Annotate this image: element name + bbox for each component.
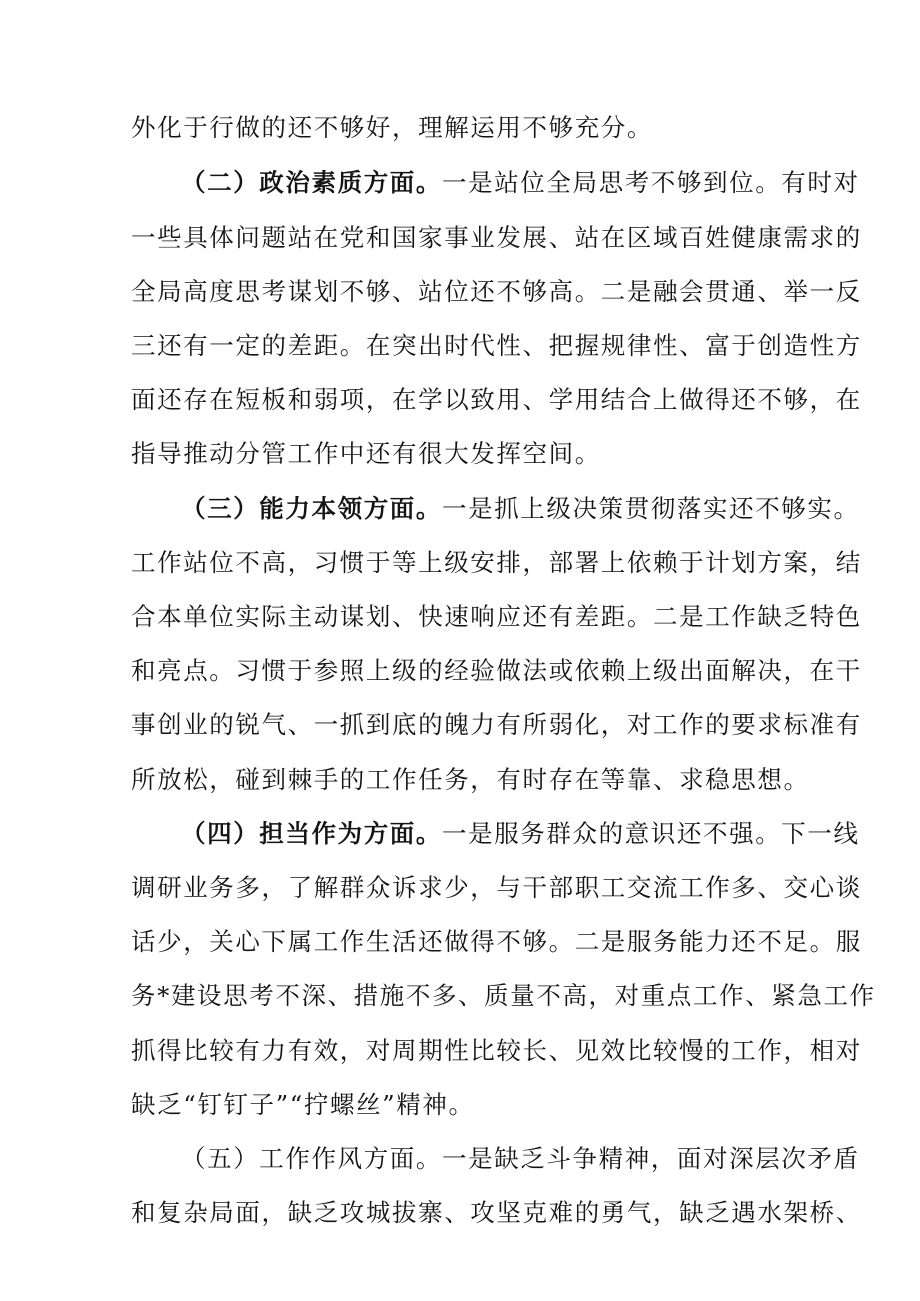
section-3-line: 和亮点。习惯于参照上级的经验做法或依赖上级出面解决，在干 [131, 656, 862, 685]
section-2-line: 指导推动分管工作中还有很大发挥空间。 [131, 439, 601, 468]
section-3-line: 事创业的锐气、一抓到底的魄力有所弱化，对工作的要求标准有 [131, 710, 862, 739]
section-3-line: 工作站位不高，习惯于等上级安排，部署上依赖于计划方案，结 [131, 548, 862, 577]
section-5-line: 和复杂局面，缺乏攻城拔寨、攻坚克难的勇气，缺乏遇水架桥、 [131, 1198, 862, 1227]
section-2-first-line-text: 一是站位全局思考不够到位。有时对 [442, 168, 860, 197]
section-5-first-line-text: 一是缺乏斗争精神，面对深层次矛盾 [442, 1144, 860, 1173]
section-3-line: 合本单位实际主动谋划、快速响应还有差距。二是工作缺乏特色 [131, 602, 862, 631]
section-3-line: 所放松，碰到棘手的工作任务，有时存在等靠、求稳思想。 [131, 765, 810, 794]
section-4-heading: （四）担当作为方面。 [181, 819, 442, 848]
section-4-first-line [181, 819, 860, 849]
section-5-heading: （五）工作作风方面。 [181, 1144, 442, 1173]
section-4-first-line-text: 一是服务群众的意识还不强。下一线 [442, 819, 860, 848]
section-2-heading: （二）政治素质方面。 [181, 168, 442, 197]
section-4-line: 调研业务多，了解群众诉求少，与干部职工交流工作多、交心谈 [131, 873, 862, 902]
section-2-line: 全局高度思考谋划不够、站位还不够高。二是融会贯通、举一反 [131, 277, 862, 306]
section-4-line: 抓得比较有力有效，对周期性比较长、见效比较慢的工作，相对 [131, 1036, 862, 1065]
section-4-line: 话少，关心下属工作生活还做得不够。二是服务能力还不足。服 [131, 927, 862, 956]
section-3-first-line-text: 一是抓上级决策贯彻落实还不够实。 [442, 494, 860, 523]
section-4-line: 缺乏“钉钉子”“拧螺丝”精神。 [131, 1090, 475, 1119]
section-2-first-line [181, 168, 860, 198]
section-5-first-line [181, 1144, 860, 1174]
section-3-first-line [181, 494, 860, 524]
section-4-line: 务*建设思考不深、措施不多、质量不高，对重点工作、紧急工作 [131, 981, 876, 1010]
section-2-line: 三还有一定的差距。在突出时代性、把握规律性、富于创造性方 [131, 331, 862, 360]
section-2-line: 一些具体问题站在党和国家事业发展、站在区域百姓健康需求的 [131, 223, 862, 252]
section-3-heading: （三）能力本领方面。 [181, 494, 442, 523]
intro-line: 外化于行做的还不够好，理解运用不够充分。 [131, 113, 653, 142]
section-2-line: 面还存在短板和弱项，在学以致用、学用结合上做得还不够，在 [131, 385, 862, 414]
